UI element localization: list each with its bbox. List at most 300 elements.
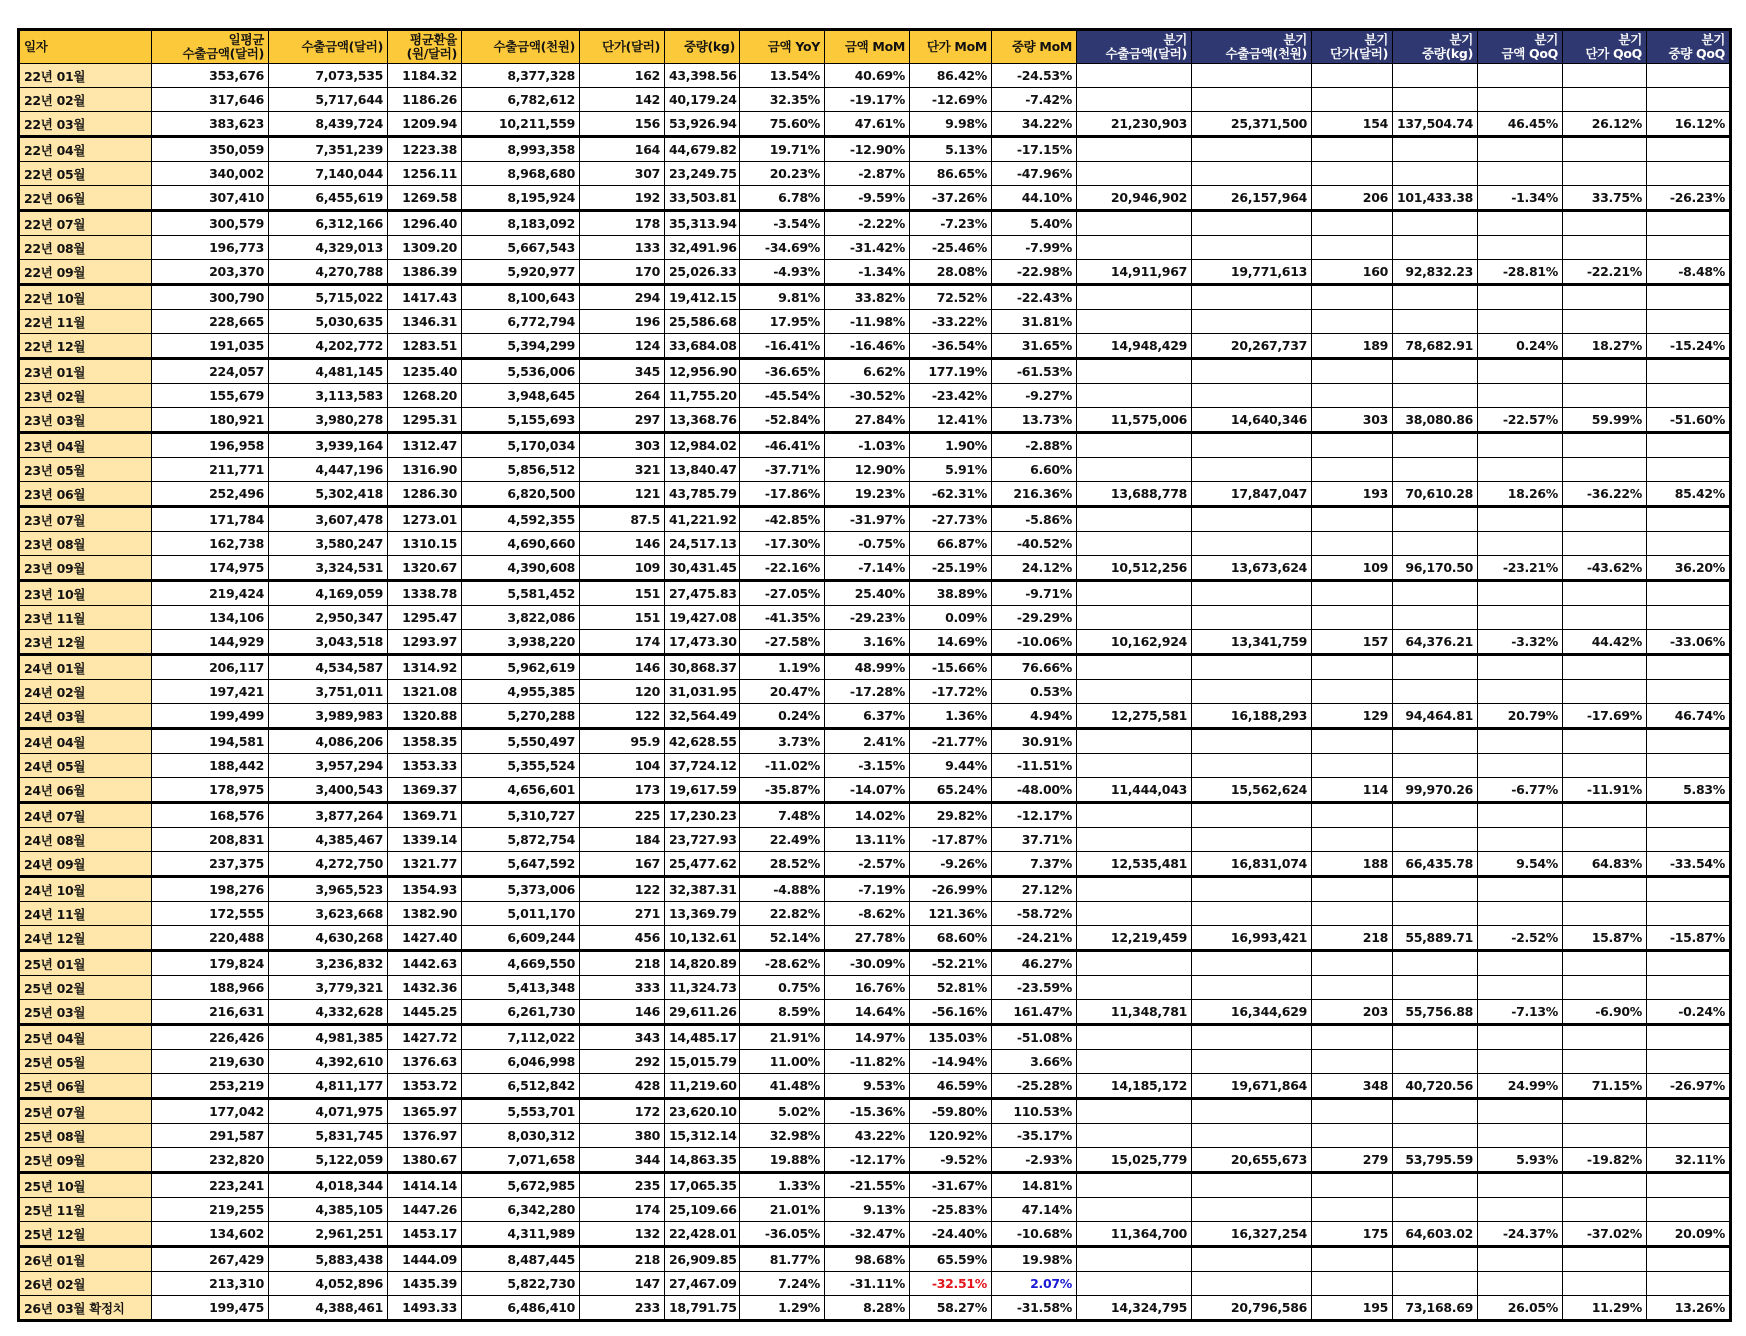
cell-price-mom[interactable]: 58.27%	[910, 1296, 992, 1321]
cell-daily-avg-export-usd[interactable]: 144,929	[152, 630, 269, 655]
cell-export-usd[interactable]: 4,018,344	[269, 1173, 388, 1198]
cell-price-mom[interactable]: -17.72%	[910, 680, 992, 704]
cell-q-weight[interactable]	[1393, 458, 1478, 482]
cell-daily-avg-export-usd[interactable]: 223,241	[152, 1173, 269, 1198]
cell-q-amount-qoq[interactable]: -22.57%	[1478, 408, 1563, 433]
cell-avg-fx-rate[interactable]: 1316.90	[388, 458, 462, 482]
cell-export-usd[interactable]: 4,392,610	[269, 1050, 388, 1074]
cell-date[interactable]: 25년 02월	[19, 976, 152, 1000]
cell-amount-mom[interactable]: -31.97%	[825, 507, 910, 532]
cell-amount-mom[interactable]: 14.97%	[825, 1025, 910, 1050]
cell-price-mom[interactable]: 66.87%	[910, 532, 992, 556]
cell-amount-yoy[interactable]: 22.82%	[740, 902, 825, 926]
cell-q-export-usd[interactable]: 14,185,172	[1077, 1074, 1192, 1099]
cell-q-weight-qoq[interactable]	[1647, 1124, 1731, 1148]
cell-amount-mom[interactable]: -8.62%	[825, 902, 910, 926]
cell-amount-yoy[interactable]: -4.93%	[740, 260, 825, 285]
cell-avg-fx-rate[interactable]: 1444.09	[388, 1247, 462, 1272]
cell-weight-mom[interactable]: -22.98%	[992, 260, 1077, 285]
cell-weight-kg[interactable]: 41,221.92	[665, 507, 740, 532]
cell-amount-mom[interactable]: -30.52%	[825, 384, 910, 408]
cell-q-amount-qoq[interactable]	[1478, 137, 1563, 162]
cell-weight-kg[interactable]: 14,485.17	[665, 1025, 740, 1050]
cell-q-unit-price[interactable]: 189	[1312, 334, 1393, 359]
cell-weight-mom[interactable]: -24.21%	[992, 926, 1077, 951]
cell-amount-mom[interactable]: -12.90%	[825, 137, 910, 162]
cell-q-weight[interactable]	[1393, 507, 1478, 532]
cell-export-usd[interactable]: 6,312,166	[269, 211, 388, 236]
cell-amount-mom[interactable]: 16.76%	[825, 976, 910, 1000]
cell-q-unit-price[interactable]	[1312, 88, 1393, 112]
cell-export-krw-thousand[interactable]: 5,920,977	[462, 260, 580, 285]
cell-q-amount-qoq[interactable]: -2.52%	[1478, 926, 1563, 951]
cell-weight-mom[interactable]: -61.53%	[992, 359, 1077, 384]
cell-date[interactable]: 23년 02월	[19, 384, 152, 408]
cell-amount-yoy[interactable]: -27.05%	[740, 581, 825, 606]
cell-q-weight[interactable]	[1393, 680, 1478, 704]
cell-price-mom[interactable]: 135.03%	[910, 1025, 992, 1050]
cell-q-amount-qoq[interactable]: -7.13%	[1478, 1000, 1563, 1025]
cell-price-mom[interactable]: 120.92%	[910, 1124, 992, 1148]
cell-q-unit-price[interactable]	[1312, 1198, 1393, 1222]
cell-price-mom[interactable]: -7.23%	[910, 211, 992, 236]
cell-q-price-qoq[interactable]	[1563, 828, 1647, 852]
cell-q-weight-qoq[interactable]: -0.24%	[1647, 1000, 1731, 1025]
cell-amount-yoy[interactable]: 3.73%	[740, 729, 825, 754]
cell-q-unit-price[interactable]: 129	[1312, 704, 1393, 729]
cell-q-amount-qoq[interactable]	[1478, 433, 1563, 458]
cell-weight-kg[interactable]: 35,313.94	[665, 211, 740, 236]
cell-q-export-usd[interactable]	[1077, 1272, 1192, 1296]
cell-date[interactable]: 24년 10월	[19, 877, 152, 902]
cell-export-krw-thousand[interactable]: 5,672,985	[462, 1173, 580, 1198]
cell-avg-fx-rate[interactable]: 1369.71	[388, 803, 462, 828]
cell-export-krw-thousand[interactable]: 5,872,754	[462, 828, 580, 852]
cell-export-usd[interactable]: 3,607,478	[269, 507, 388, 532]
cell-q-export-krw[interactable]: 14,640,346	[1192, 408, 1312, 433]
cell-export-krw-thousand[interactable]: 4,955,385	[462, 680, 580, 704]
cell-q-price-qoq[interactable]: 59.99%	[1563, 408, 1647, 433]
cell-unit-price-usd[interactable]: 151	[580, 606, 665, 630]
cell-q-weight[interactable]	[1393, 1173, 1478, 1198]
cell-amount-yoy[interactable]: 28.52%	[740, 852, 825, 877]
cell-date[interactable]: 22년 11월	[19, 310, 152, 334]
cell-q-export-usd[interactable]: 14,324,795	[1077, 1296, 1192, 1321]
cell-unit-price-usd[interactable]: 146	[580, 532, 665, 556]
cell-export-usd[interactable]: 3,779,321	[269, 976, 388, 1000]
cell-avg-fx-rate[interactable]: 1386.39	[388, 260, 462, 285]
cell-q-price-qoq[interactable]: -36.22%	[1563, 482, 1647, 507]
cell-export-krw-thousand[interactable]: 8,183,092	[462, 211, 580, 236]
cell-unit-price-usd[interactable]: 178	[580, 211, 665, 236]
cell-q-price-qoq[interactable]	[1563, 581, 1647, 606]
cell-price-mom[interactable]: -36.54%	[910, 334, 992, 359]
cell-amount-yoy[interactable]: -22.16%	[740, 556, 825, 581]
cell-unit-price-usd[interactable]: 146	[580, 1000, 665, 1025]
cell-q-export-krw[interactable]	[1192, 1173, 1312, 1198]
cell-q-weight[interactable]: 55,889.71	[1393, 926, 1478, 951]
cell-export-krw-thousand[interactable]: 4,592,355	[462, 507, 580, 532]
cell-q-amount-qoq[interactable]	[1478, 1124, 1563, 1148]
cell-q-weight[interactable]	[1393, 137, 1478, 162]
cell-q-export-krw[interactable]	[1192, 285, 1312, 310]
cell-weight-kg[interactable]: 25,477.62	[665, 852, 740, 877]
cell-export-krw-thousand[interactable]: 5,550,497	[462, 729, 580, 754]
cell-weight-kg[interactable]: 23,249.75	[665, 162, 740, 186]
cell-q-weight-qoq[interactable]	[1647, 951, 1731, 976]
cell-amount-mom[interactable]: -11.82%	[825, 1050, 910, 1074]
cell-price-mom[interactable]: 46.59%	[910, 1074, 992, 1099]
cell-weight-kg[interactable]: 27,475.83	[665, 581, 740, 606]
cell-q-export-usd[interactable]: 14,948,429	[1077, 334, 1192, 359]
cell-amount-mom[interactable]: 25.40%	[825, 581, 910, 606]
cell-q-weight-qoq[interactable]: 20.09%	[1647, 1222, 1731, 1247]
cell-weight-kg[interactable]: 30,431.45	[665, 556, 740, 581]
cell-weight-kg[interactable]: 19,427.08	[665, 606, 740, 630]
cell-q-export-krw[interactable]	[1192, 754, 1312, 778]
cell-weight-kg[interactable]: 26,909.85	[665, 1247, 740, 1272]
cell-price-mom[interactable]: -14.94%	[910, 1050, 992, 1074]
cell-avg-fx-rate[interactable]: 1286.30	[388, 482, 462, 507]
cell-export-krw-thousand[interactable]: 7,071,658	[462, 1148, 580, 1173]
cell-q-price-qoq[interactable]: 26.12%	[1563, 112, 1647, 137]
cell-amount-mom[interactable]: 8.28%	[825, 1296, 910, 1321]
cell-price-mom[interactable]: -37.26%	[910, 186, 992, 211]
cell-q-price-qoq[interactable]	[1563, 754, 1647, 778]
cell-q-price-qoq[interactable]	[1563, 458, 1647, 482]
cell-unit-price-usd[interactable]: 142	[580, 88, 665, 112]
cell-export-krw-thousand[interactable]: 10,211,559	[462, 112, 580, 137]
cell-export-usd[interactable]: 4,385,105	[269, 1198, 388, 1222]
cell-q-weight[interactable]	[1393, 754, 1478, 778]
cell-q-weight[interactable]: 78,682.91	[1393, 334, 1478, 359]
cell-weight-mom[interactable]: -10.68%	[992, 1222, 1077, 1247]
cell-weight-kg[interactable]: 14,863.35	[665, 1148, 740, 1173]
cell-q-amount-qoq[interactable]	[1478, 1099, 1563, 1124]
cell-price-mom[interactable]: -31.67%	[910, 1173, 992, 1198]
cell-daily-avg-export-usd[interactable]: 252,496	[152, 482, 269, 507]
cell-daily-avg-export-usd[interactable]: 203,370	[152, 260, 269, 285]
cell-q-export-krw[interactable]: 25,371,500	[1192, 112, 1312, 137]
cell-amount-yoy[interactable]: 0.24%	[740, 704, 825, 729]
cell-amount-mom[interactable]: -19.17%	[825, 88, 910, 112]
cell-q-export-krw[interactable]	[1192, 162, 1312, 186]
cell-q-amount-qoq[interactable]	[1478, 729, 1563, 754]
cell-q-weight[interactable]	[1393, 532, 1478, 556]
cell-export-krw-thousand[interactable]: 5,647,592	[462, 852, 580, 877]
cell-q-weight[interactable]	[1393, 88, 1478, 112]
cell-export-usd[interactable]: 4,385,467	[269, 828, 388, 852]
cell-amount-yoy[interactable]: -28.62%	[740, 951, 825, 976]
cell-q-unit-price[interactable]	[1312, 1025, 1393, 1050]
cell-q-unit-price[interactable]	[1312, 64, 1393, 88]
cell-q-unit-price[interactable]	[1312, 803, 1393, 828]
cell-amount-yoy[interactable]: 7.24%	[740, 1272, 825, 1296]
cell-daily-avg-export-usd[interactable]: 155,679	[152, 384, 269, 408]
cell-daily-avg-export-usd[interactable]: 199,499	[152, 704, 269, 729]
cell-q-export-krw[interactable]: 20,655,673	[1192, 1148, 1312, 1173]
cell-export-usd[interactable]: 5,302,418	[269, 482, 388, 507]
cell-q-price-qoq[interactable]	[1563, 162, 1647, 186]
cell-weight-mom[interactable]: 24.12%	[992, 556, 1077, 581]
cell-q-export-krw[interactable]	[1192, 655, 1312, 680]
cell-date[interactable]: 22년 09월	[19, 260, 152, 285]
cell-amount-yoy[interactable]: 21.01%	[740, 1198, 825, 1222]
cell-q-export-krw[interactable]	[1192, 384, 1312, 408]
cell-amount-yoy[interactable]: 5.02%	[740, 1099, 825, 1124]
cell-q-amount-qoq[interactable]: 9.54%	[1478, 852, 1563, 877]
cell-date[interactable]: 23년 11월	[19, 606, 152, 630]
cell-export-usd[interactable]: 4,169,059	[269, 581, 388, 606]
cell-daily-avg-export-usd[interactable]: 196,773	[152, 236, 269, 260]
cell-q-unit-price[interactable]	[1312, 507, 1393, 532]
cell-q-unit-price[interactable]: 114	[1312, 778, 1393, 803]
cell-q-weight-qoq[interactable]	[1647, 532, 1731, 556]
cell-weight-kg[interactable]: 10,132.61	[665, 926, 740, 951]
cell-export-krw-thousand[interactable]: 8,030,312	[462, 1124, 580, 1148]
cell-export-usd[interactable]: 6,455,619	[269, 186, 388, 211]
cell-q-weight[interactable]: 38,080.86	[1393, 408, 1478, 433]
cell-avg-fx-rate[interactable]: 1186.26	[388, 88, 462, 112]
cell-unit-price-usd[interactable]: 151	[580, 581, 665, 606]
cell-q-unit-price[interactable]: 160	[1312, 260, 1393, 285]
cell-q-export-krw[interactable]: 16,327,254	[1192, 1222, 1312, 1247]
cell-q-export-usd[interactable]	[1077, 458, 1192, 482]
cell-q-unit-price[interactable]	[1312, 1050, 1393, 1074]
cell-price-mom[interactable]: 121.36%	[910, 902, 992, 926]
cell-amount-mom[interactable]: -32.47%	[825, 1222, 910, 1247]
cell-q-amount-qoq[interactable]	[1478, 236, 1563, 260]
cell-weight-mom[interactable]: 5.40%	[992, 211, 1077, 236]
cell-avg-fx-rate[interactable]: 1380.67	[388, 1148, 462, 1173]
cell-date[interactable]: 23년 05월	[19, 458, 152, 482]
cell-q-export-usd[interactable]	[1077, 754, 1192, 778]
cell-q-export-usd[interactable]: 10,512,256	[1077, 556, 1192, 581]
cell-q-export-krw[interactable]	[1192, 976, 1312, 1000]
cell-date[interactable]: 25년 03월	[19, 1000, 152, 1025]
cell-q-weight[interactable]	[1393, 1124, 1478, 1148]
cell-q-unit-price[interactable]	[1312, 458, 1393, 482]
cell-weight-mom[interactable]: 76.66%	[992, 655, 1077, 680]
cell-q-unit-price[interactable]	[1312, 211, 1393, 236]
cell-q-weight-qoq[interactable]	[1647, 754, 1731, 778]
cell-q-export-krw[interactable]	[1192, 532, 1312, 556]
cell-amount-yoy[interactable]: 6.78%	[740, 186, 825, 211]
cell-q-weight-qoq[interactable]	[1647, 359, 1731, 384]
cell-q-weight[interactable]	[1393, 433, 1478, 458]
cell-daily-avg-export-usd[interactable]: 197,421	[152, 680, 269, 704]
cell-q-price-qoq[interactable]	[1563, 1272, 1647, 1296]
cell-q-export-usd[interactable]	[1077, 581, 1192, 606]
cell-q-export-usd[interactable]	[1077, 803, 1192, 828]
cell-q-export-usd[interactable]: 12,275,581	[1077, 704, 1192, 729]
cell-amount-yoy[interactable]: 1.29%	[740, 1296, 825, 1321]
cell-export-krw-thousand[interactable]: 4,311,989	[462, 1222, 580, 1247]
cell-date[interactable]: 25년 08월	[19, 1124, 152, 1148]
cell-q-weight[interactable]	[1393, 285, 1478, 310]
cell-avg-fx-rate[interactable]: 1445.25	[388, 1000, 462, 1025]
cell-amount-yoy[interactable]: -41.35%	[740, 606, 825, 630]
cell-q-weight[interactable]	[1393, 581, 1478, 606]
cell-q-weight-qoq[interactable]	[1647, 902, 1731, 926]
cell-avg-fx-rate[interactable]: 1432.36	[388, 976, 462, 1000]
cell-amount-yoy[interactable]: -42.85%	[740, 507, 825, 532]
cell-q-export-krw[interactable]	[1192, 729, 1312, 754]
cell-price-mom[interactable]: -25.83%	[910, 1198, 992, 1222]
cell-weight-mom[interactable]: -40.52%	[992, 532, 1077, 556]
cell-export-usd[interactable]: 3,980,278	[269, 408, 388, 433]
cell-export-usd[interactable]: 4,981,385	[269, 1025, 388, 1050]
cell-unit-price-usd[interactable]: 264	[580, 384, 665, 408]
cell-q-export-usd[interactable]	[1077, 88, 1192, 112]
cell-amount-yoy[interactable]: 1.19%	[740, 655, 825, 680]
cell-weight-kg[interactable]: 25,109.66	[665, 1198, 740, 1222]
cell-q-export-usd[interactable]: 21,230,903	[1077, 112, 1192, 137]
cell-weight-mom[interactable]: -24.53%	[992, 64, 1077, 88]
cell-unit-price-usd[interactable]: 121	[580, 482, 665, 507]
cell-q-weight[interactable]	[1393, 1025, 1478, 1050]
cell-daily-avg-export-usd[interactable]: 228,665	[152, 310, 269, 334]
cell-q-weight-qoq[interactable]: -15.87%	[1647, 926, 1731, 951]
cell-unit-price-usd[interactable]: 233	[580, 1296, 665, 1321]
cell-q-export-krw[interactable]: 26,157,964	[1192, 186, 1312, 211]
cell-q-weight[interactable]: 94,464.81	[1393, 704, 1478, 729]
cell-unit-price-usd[interactable]: 345	[580, 359, 665, 384]
cell-q-weight[interactable]	[1393, 162, 1478, 186]
cell-daily-avg-export-usd[interactable]: 199,475	[152, 1296, 269, 1321]
cell-amount-yoy[interactable]: 19.88%	[740, 1148, 825, 1173]
cell-weight-kg[interactable]: 29,611.26	[665, 1000, 740, 1025]
cell-export-usd[interactable]: 4,332,628	[269, 1000, 388, 1025]
cell-unit-price-usd[interactable]: 321	[580, 458, 665, 482]
cell-q-unit-price[interactable]	[1312, 1272, 1393, 1296]
cell-export-usd[interactable]: 4,534,587	[269, 655, 388, 680]
cell-unit-price-usd[interactable]: 95.9	[580, 729, 665, 754]
cell-amount-yoy[interactable]: 13.54%	[740, 64, 825, 88]
cell-price-mom[interactable]: -12.69%	[910, 88, 992, 112]
cell-export-usd[interactable]: 3,324,531	[269, 556, 388, 581]
cell-unit-price-usd[interactable]: 196	[580, 310, 665, 334]
cell-date[interactable]: 24년 03월	[19, 704, 152, 729]
cell-export-krw-thousand[interactable]: 3,938,220	[462, 630, 580, 655]
cell-weight-mom[interactable]: 27.12%	[992, 877, 1077, 902]
cell-q-export-krw[interactable]	[1192, 458, 1312, 482]
cell-weight-kg[interactable]: 18,791.75	[665, 1296, 740, 1321]
cell-q-unit-price[interactable]	[1312, 976, 1393, 1000]
cell-q-price-qoq[interactable]: -37.02%	[1563, 1222, 1647, 1247]
cell-unit-price-usd[interactable]: 428	[580, 1074, 665, 1099]
cell-q-weight[interactable]	[1393, 1099, 1478, 1124]
cell-date[interactable]: 22년 02월	[19, 88, 152, 112]
cell-q-weight[interactable]	[1393, 655, 1478, 680]
cell-avg-fx-rate[interactable]: 1309.20	[388, 236, 462, 260]
cell-q-price-qoq[interactable]: 64.83%	[1563, 852, 1647, 877]
cell-price-mom[interactable]: 86.65%	[910, 162, 992, 186]
cell-avg-fx-rate[interactable]: 1223.38	[388, 137, 462, 162]
cell-q-amount-qoq[interactable]: -3.32%	[1478, 630, 1563, 655]
cell-q-export-krw[interactable]	[1192, 1247, 1312, 1272]
cell-q-amount-qoq[interactable]	[1478, 1247, 1563, 1272]
cell-q-unit-price[interactable]	[1312, 236, 1393, 260]
cell-q-export-krw[interactable]	[1192, 88, 1312, 112]
cell-daily-avg-export-usd[interactable]: 291,587	[152, 1124, 269, 1148]
cell-export-krw-thousand[interactable]: 5,270,288	[462, 704, 580, 729]
cell-weight-mom[interactable]: -7.42%	[992, 88, 1077, 112]
cell-price-mom[interactable]: 29.82%	[910, 803, 992, 828]
cell-q-weight-qoq[interactable]	[1647, 877, 1731, 902]
cell-q-export-usd[interactable]	[1077, 1099, 1192, 1124]
cell-weight-kg[interactable]: 14,820.89	[665, 951, 740, 976]
cell-export-usd[interactable]: 7,351,239	[269, 137, 388, 162]
cell-q-export-krw[interactable]	[1192, 1272, 1312, 1296]
cell-q-weight-qoq[interactable]: -33.06%	[1647, 630, 1731, 655]
cell-amount-mom[interactable]: -7.14%	[825, 556, 910, 581]
cell-date[interactable]: 26년 03월 확정치	[19, 1296, 152, 1321]
cell-avg-fx-rate[interactable]: 1353.72	[388, 1074, 462, 1099]
cell-weight-mom[interactable]: 14.81%	[992, 1173, 1077, 1198]
cell-weight-kg[interactable]: 15,312.14	[665, 1124, 740, 1148]
cell-q-unit-price[interactable]	[1312, 951, 1393, 976]
cell-avg-fx-rate[interactable]: 1354.93	[388, 877, 462, 902]
cell-unit-price-usd[interactable]: 147	[580, 1272, 665, 1296]
header-avg-fx-rate[interactable]	[388, 30, 462, 64]
cell-q-weight-qoq[interactable]	[1647, 1173, 1731, 1198]
cell-amount-mom[interactable]: 33.82%	[825, 285, 910, 310]
cell-q-amount-qoq[interactable]	[1478, 655, 1563, 680]
cell-date[interactable]: 23년 10월	[19, 581, 152, 606]
cell-amount-yoy[interactable]: 32.98%	[740, 1124, 825, 1148]
cell-weight-mom[interactable]: -11.51%	[992, 754, 1077, 778]
cell-avg-fx-rate[interactable]: 1320.67	[388, 556, 462, 581]
cell-price-mom[interactable]: -25.46%	[910, 236, 992, 260]
cell-export-usd[interactable]: 4,447,196	[269, 458, 388, 482]
cell-daily-avg-export-usd[interactable]: 219,255	[152, 1198, 269, 1222]
cell-export-usd[interactable]: 3,751,011	[269, 680, 388, 704]
cell-q-price-qoq[interactable]: -17.69%	[1563, 704, 1647, 729]
cell-weight-kg[interactable]: 44,679.82	[665, 137, 740, 162]
cell-price-mom[interactable]: -62.31%	[910, 482, 992, 507]
cell-amount-yoy[interactable]: -46.41%	[740, 433, 825, 458]
cell-price-mom[interactable]: -21.77%	[910, 729, 992, 754]
cell-q-amount-qoq[interactable]	[1478, 754, 1563, 778]
cell-q-price-qoq[interactable]	[1563, 951, 1647, 976]
header-q-export-usd[interactable]	[1077, 30, 1192, 64]
cell-q-weight-qoq[interactable]	[1647, 137, 1731, 162]
cell-q-unit-price[interactable]	[1312, 359, 1393, 384]
cell-q-export-usd[interactable]	[1077, 951, 1192, 976]
cell-q-export-usd[interactable]	[1077, 236, 1192, 260]
cell-amount-yoy[interactable]: -4.88%	[740, 877, 825, 902]
cell-q-export-krw[interactable]	[1192, 359, 1312, 384]
cell-q-weight[interactable]	[1393, 310, 1478, 334]
cell-q-weight-qoq[interactable]	[1647, 729, 1731, 754]
cell-q-weight[interactable]	[1393, 606, 1478, 630]
cell-q-export-usd[interactable]	[1077, 1247, 1192, 1272]
cell-q-amount-qoq[interactable]: -6.77%	[1478, 778, 1563, 803]
cell-export-krw-thousand[interactable]: 6,261,730	[462, 1000, 580, 1025]
cell-q-price-qoq[interactable]	[1563, 532, 1647, 556]
cell-date[interactable]: 24년 09월	[19, 852, 152, 877]
cell-q-unit-price[interactable]: 195	[1312, 1296, 1393, 1321]
cell-date[interactable]: 22년 04월	[19, 137, 152, 162]
cell-q-weight-qoq[interactable]	[1647, 803, 1731, 828]
cell-export-krw-thousand[interactable]: 6,512,842	[462, 1074, 580, 1099]
cell-date[interactable]: 24년 02월	[19, 680, 152, 704]
cell-q-amount-qoq[interactable]: 46.45%	[1478, 112, 1563, 137]
cell-q-weight[interactable]	[1393, 1198, 1478, 1222]
cell-export-krw-thousand[interactable]: 3,948,645	[462, 384, 580, 408]
cell-q-export-krw[interactable]	[1192, 1025, 1312, 1050]
